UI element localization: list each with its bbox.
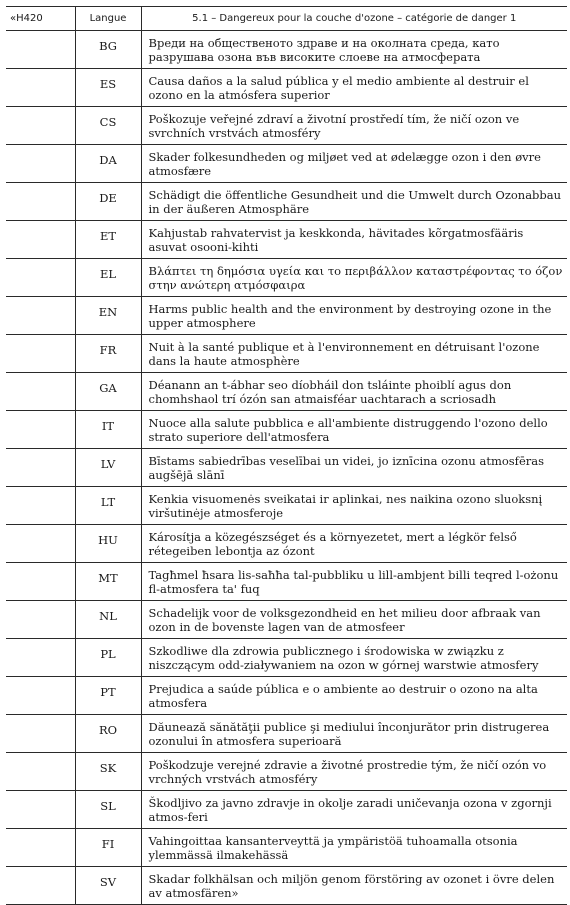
code-cell bbox=[6, 449, 75, 487]
hazard-phrase-header: 5.1 – Dangereux pour la couche d'ozone – catégorie de danger 1 bbox=[141, 7, 567, 31]
code-cell bbox=[6, 525, 75, 563]
table-row bbox=[6, 221, 567, 259]
hazard-statement: Vahingoittaa kansanterveyttä ja ympäristöä tuhoamalla otsonia ylemmässä ilmakehässä bbox=[141, 829, 567, 867]
table-row bbox=[6, 601, 567, 639]
hazard-statement: Kahjustab rahvatervist ja keskkonda, hävitades kõrgatmosfääris asuvat osooni-kihti bbox=[141, 221, 567, 259]
hazard-statement: Harms public health and the environment by destroying ozone in the upper atmosphere bbox=[141, 297, 567, 335]
language-code: NL bbox=[75, 601, 141, 639]
language-code: GA bbox=[75, 373, 141, 411]
table-row bbox=[6, 31, 567, 69]
code-cell bbox=[6, 107, 75, 145]
hazard-statement: Poškodzuje verejné zdravie a životné prostredie tým, že ničí ozón vo vrchných vrstvách atmosféry bbox=[141, 753, 567, 791]
language-code: HU bbox=[75, 525, 141, 563]
hazard-statement: Tagħmel ħsara lis-saħħa tal-pubbliku u lill-ambjent billi teqred l-ożonu fl-atmosfera ta' fuq bbox=[141, 563, 567, 601]
code-cell bbox=[6, 791, 75, 829]
code-cell bbox=[6, 677, 75, 715]
hazard-statement: Nuoce alla salute pubblica e all'ambiente distruggendo l'ozono dello strato superiore dell'atmosfera bbox=[141, 411, 567, 449]
table-row bbox=[6, 715, 567, 753]
hazard-statement: Prejudica a saúde pública e o ambiente ao destruir o ozono na alta atmosfera bbox=[141, 677, 567, 715]
table-row bbox=[6, 145, 567, 183]
table-row bbox=[6, 563, 567, 601]
code-cell bbox=[6, 259, 75, 297]
hazard-statement: Škodljivo za javno zdravje in okolje zaradi uničevanja ozona v zgornji atmos-feri bbox=[141, 791, 567, 829]
language-code: SL bbox=[75, 791, 141, 829]
table-row bbox=[6, 183, 567, 221]
language-code: LV bbox=[75, 449, 141, 487]
table-row bbox=[6, 259, 567, 297]
code-cell bbox=[6, 601, 75, 639]
table-row bbox=[6, 449, 567, 487]
table-row bbox=[6, 335, 567, 373]
language-code: DA bbox=[75, 145, 141, 183]
language-code: PL bbox=[75, 639, 141, 677]
language-code: EN bbox=[75, 297, 141, 335]
hazard-statement: Βλάπτει τη δημόσια υγεία και το περιβάλλον καταστρέφοντας το όζον στην ανώτερη ατμόσφαιρα bbox=[141, 259, 567, 297]
code-cell bbox=[6, 715, 75, 753]
language-code: FR bbox=[75, 335, 141, 373]
code-cell bbox=[6, 411, 75, 449]
language-code: IT bbox=[75, 411, 141, 449]
hazard-statement: Skadar folkhälsan och miljön genom förstöring av ozonet i övre delen av atmosfären» bbox=[141, 867, 567, 905]
hazard-code-header: «H420 bbox=[6, 7, 75, 31]
language-header: Langue bbox=[75, 7, 141, 31]
language-code: CS bbox=[75, 107, 141, 145]
code-cell bbox=[6, 563, 75, 601]
code-cell bbox=[6, 335, 75, 373]
code-cell bbox=[6, 373, 75, 411]
code-cell bbox=[6, 753, 75, 791]
code-cell bbox=[6, 69, 75, 107]
code-cell bbox=[6, 183, 75, 221]
table-row bbox=[6, 753, 567, 791]
hazard-statement: Skader folkesundheden og miljøet ved at ødelægge ozon i den øvre atmosfære bbox=[141, 145, 567, 183]
hazard-statement: Causa daños a la salud pública y el medio ambiente al destruir el ozono en la atmósfera superior bbox=[141, 69, 567, 107]
code-cell bbox=[6, 221, 75, 259]
hazard-statement: Nuit à la santé publique et à l'environnement en détruisant l'ozone dans la haute atmosphère bbox=[141, 335, 567, 373]
table-row bbox=[6, 867, 567, 905]
table-row bbox=[6, 107, 567, 145]
table-row bbox=[6, 373, 567, 411]
language-code: LT bbox=[75, 487, 141, 525]
language-code: BG bbox=[75, 31, 141, 69]
language-code: PT bbox=[75, 677, 141, 715]
code-cell bbox=[6, 867, 75, 905]
code-cell bbox=[6, 639, 75, 677]
language-code: SK bbox=[75, 753, 141, 791]
code-cell bbox=[6, 31, 75, 69]
language-code: ES bbox=[75, 69, 141, 107]
language-code: DE bbox=[75, 183, 141, 221]
hazard-statement: Schädigt die öffentliche Gesundheit und die Umwelt durch Ozonabbau in der äußeren Atmosphäre bbox=[141, 183, 567, 221]
code-cell bbox=[6, 297, 75, 335]
hazard-statement: Károsítja a közegészséget és a környezetet, mert a légkör felső rétegeiben lebontja az ózont bbox=[141, 525, 567, 563]
table-row bbox=[6, 525, 567, 563]
code-cell bbox=[6, 487, 75, 525]
language-code: RO bbox=[75, 715, 141, 753]
hazard-statement: Déanann an t-ábhar seo díobháil don tsláinte phoiblí agus don chomhshaol trí ózón san atmaisféar uachtarach a scriosadh bbox=[141, 373, 567, 411]
code-cell bbox=[6, 145, 75, 183]
code-cell bbox=[6, 829, 75, 867]
table-row bbox=[6, 69, 567, 107]
hazard-statement: Вреди на общественото здраве и на околната среда, като разрушава озона във високите слоеве на атмосферата bbox=[141, 31, 567, 69]
table-row bbox=[6, 791, 567, 829]
table-row bbox=[6, 639, 567, 677]
language-code: ET bbox=[75, 221, 141, 259]
language-code: EL bbox=[75, 259, 141, 297]
table-row bbox=[6, 411, 567, 449]
language-code: SV bbox=[75, 867, 141, 905]
hazard-statement: Kenkia visuomenės sveikatai ir aplinkai, nes naikina ozono sluoksnį viršutinėje atmosferoje bbox=[141, 487, 567, 525]
language-code: MT bbox=[75, 563, 141, 601]
table-row bbox=[6, 829, 567, 867]
hazard-statement: Dăunează sănătăţii publice şi mediului înconjurător prin distrugerea ozonului în atmosfera superioară bbox=[141, 715, 567, 753]
hazard-statement: Schadelijk voor de volksgezondheid en het milieu door afbraak van ozon in de bovenste lagen van de atmosfeer bbox=[141, 601, 567, 639]
table-row bbox=[6, 487, 567, 525]
hazard-phrase-table bbox=[6, 6, 567, 905]
table-header-row bbox=[6, 7, 567, 31]
hazard-statement: Poškozuje veřejné zdraví a životní prostředí tím, že ničí ozon ve svrchních vrstvách atmosféry bbox=[141, 107, 567, 145]
hazard-statement: Bīstams sabiedrības veselībai un videi, jo iznīcina ozonu atmosfēras augšējā slānī bbox=[141, 449, 567, 487]
hazard-statement: Szkodliwe dla zdrowia publicznego i środowiska w związku z niszczącym odd-ziaływaniem na ozon w górnej warstwie atmosfery bbox=[141, 639, 567, 677]
language-code: FI bbox=[75, 829, 141, 867]
table-row bbox=[6, 677, 567, 715]
table-row bbox=[6, 297, 567, 335]
